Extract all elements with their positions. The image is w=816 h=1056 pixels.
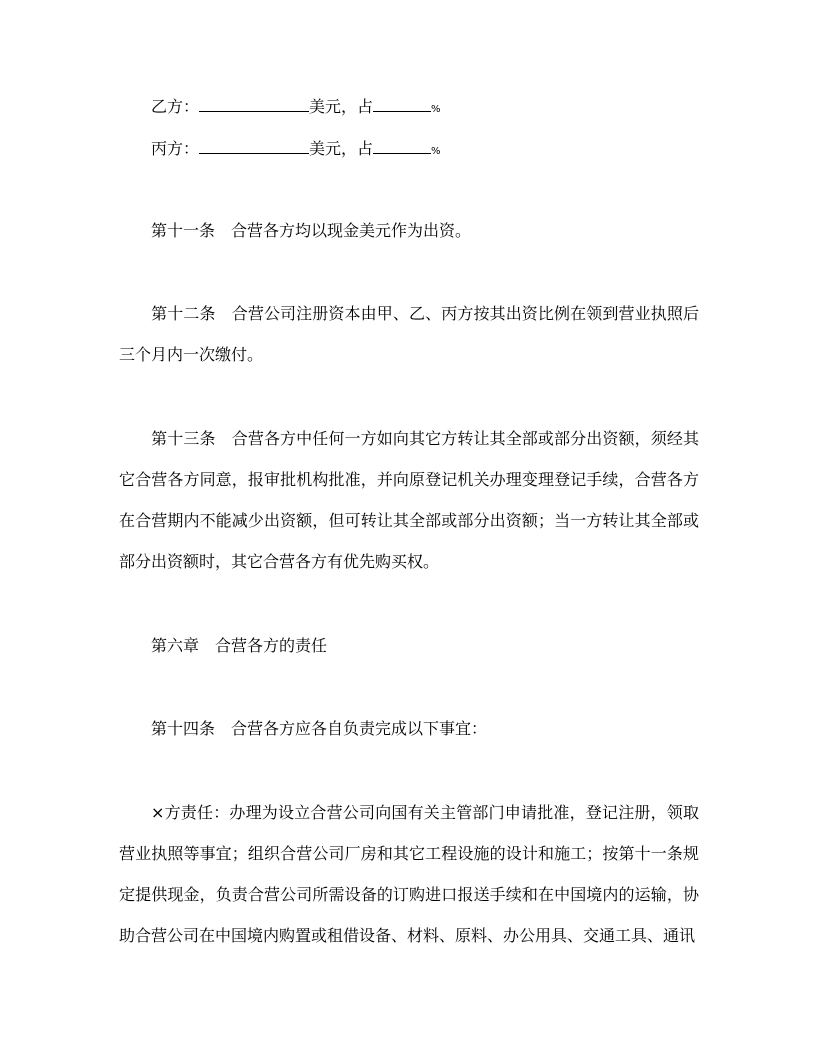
article-12 (119, 293, 699, 375)
percent-blank[interactable] (373, 139, 431, 154)
article-text: 合营各方中任何一方如向其它方转让其全部或部分出资额，须经其它合营各方同意，报审批机构批准，并向原登记机关办理变理登记手续，合营各方在合营期内不能减少出资额，但可转让其全部或部分出资额；当一方转让其全部或部分出资额时，其它合营各方有优先购买权。 (119, 429, 699, 571)
article-text: 合营公司注册资本由甲、乙、丙方按其出资比例在领到营业执照后三个月内一次缴付。 (119, 304, 699, 364)
percent-sign: % (431, 104, 441, 115)
article-text: 合营各方均以现金美元作为出资。 (231, 221, 472, 240)
duty-text: ×方责任：办理为设立合营公司向国有关主管部门申请批准，登记注册，领取营业执照等事宜；组织合营公司厂房和其它工程设施的设计和施工；按第十一条规定提供现金，负责合营公司所需设备的订购进口报送手续和在中国境内的运输，协助合营公司在中国境内购置或租借设备、材料、原料、办公用具、交通工具、通讯 (119, 803, 699, 945)
percent-blank[interactable] (373, 97, 431, 112)
article-14 (151, 719, 487, 739)
party-label: 丙方： (151, 139, 200, 158)
article-13 (119, 418, 699, 582)
party-duty-paragraph (119, 792, 699, 956)
chapter-title: 合营各方的责任 (215, 636, 328, 655)
unit-label: 美元，占 (309, 97, 374, 116)
article-number: 第十二条 (151, 304, 216, 323)
amount-blank[interactable] (199, 139, 309, 154)
amount-blank[interactable] (199, 97, 309, 112)
capital-line-bing (151, 139, 441, 162)
article-number: 第十三条 (151, 429, 216, 448)
percent-sign: % (431, 146, 441, 157)
article-text: 合营各方应各自负责完成以下事宜： (231, 719, 488, 738)
capital-line-yi (151, 97, 441, 120)
chapter-number: 第六章 (151, 636, 200, 655)
article-number: 第十四条 (151, 719, 216, 738)
article-11 (151, 221, 471, 241)
article-number: 第十一条 (151, 221, 216, 240)
party-label: 乙方： (151, 97, 200, 116)
unit-label: 美元，占 (309, 139, 374, 158)
chapter-6-heading (151, 636, 327, 656)
